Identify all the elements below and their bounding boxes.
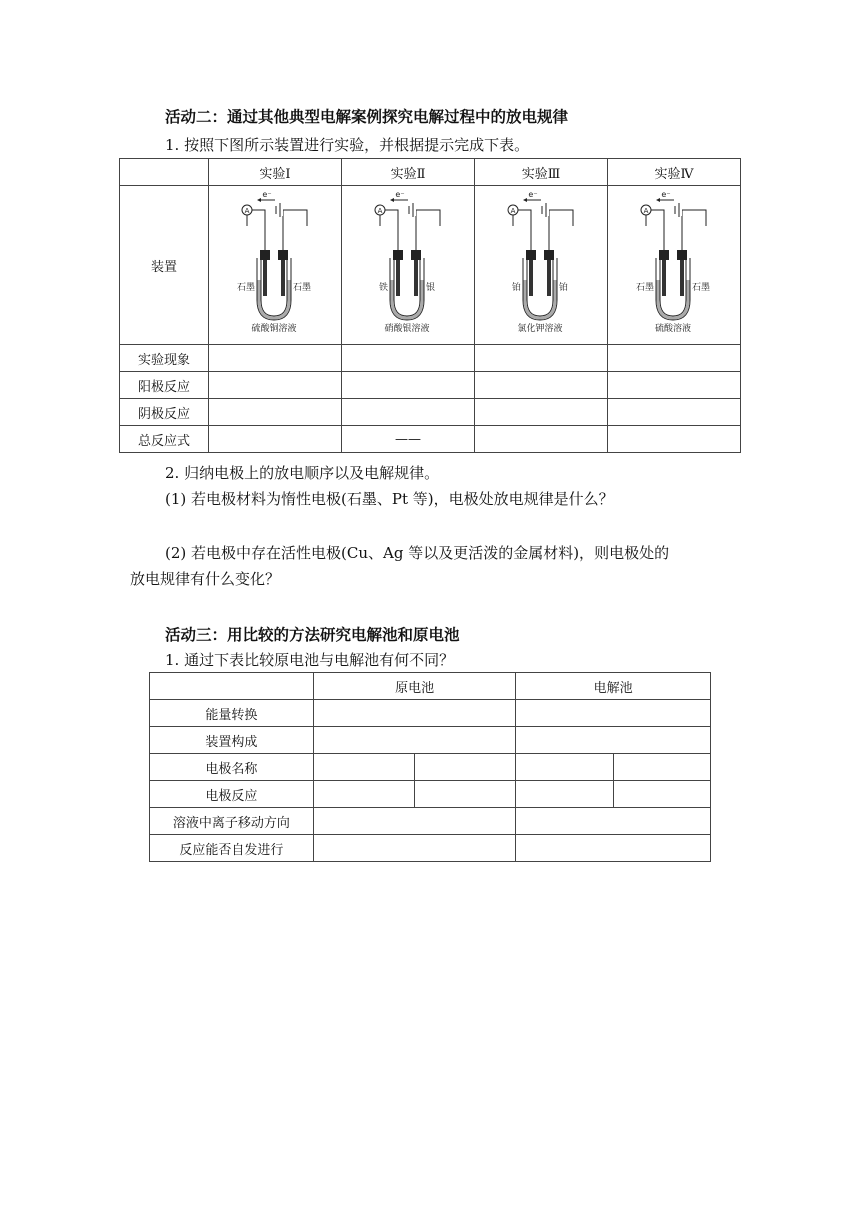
header-electrolytic-cell: 电解池: [516, 673, 711, 700]
row-label: 电极名称: [150, 754, 314, 781]
answer-cell: [516, 835, 711, 862]
electrode-right: [281, 260, 285, 296]
wire-left: [247, 210, 265, 250]
header-exp-3: 实验Ⅲ: [475, 159, 608, 186]
electrode-left-label: 铂: [511, 283, 521, 293]
answer-cell: [516, 700, 711, 727]
activity2-question-2: 2. 归纳电极上的放电顺序以及电解规律。: [165, 464, 440, 482]
answer-cell: [313, 781, 414, 808]
ammeter-label: A: [643, 207, 649, 215]
battery-gap: [406, 204, 416, 216]
answer-cell: [608, 345, 741, 372]
activity3-title: 活动三：用比较的方法研究电解池和原电池: [165, 626, 460, 644]
solution-label: 氯化钾溶液: [517, 324, 563, 334]
ammeter-label: A: [244, 207, 250, 215]
battery-gap: [539, 204, 549, 216]
wire-right: [416, 210, 440, 250]
row-label: 装置构成: [150, 727, 314, 754]
electron-label: e⁻: [661, 190, 671, 199]
answer-cell: [415, 754, 516, 781]
device-label: 装置: [120, 186, 209, 345]
header-galvanic-cell: 原电池: [313, 673, 516, 700]
answer-cell: [608, 399, 741, 426]
solution-label: 硝酸银溶液: [384, 324, 430, 334]
electrode-left-label: 石墨: [236, 283, 255, 293]
row-label: 电极反应: [150, 781, 314, 808]
wire-left: [380, 210, 398, 250]
stopper-left: [526, 250, 536, 260]
answer-cell: [342, 345, 475, 372]
row-label-cathode: 阴极反应: [120, 399, 209, 426]
apparatus-diagram-3: [481, 188, 601, 338]
answer-cell: [475, 399, 608, 426]
device-cell-2: [342, 186, 475, 345]
electrode-left: [263, 260, 267, 296]
row-label-phenomenon: 实验现象: [120, 345, 209, 372]
electron-label: e⁻: [528, 190, 538, 199]
row-label-anode: 阳极反应: [120, 372, 209, 399]
header-blank: [120, 159, 209, 186]
device-cell-1: [209, 186, 342, 345]
activity2-title: 活动二：通过其他典型电解案例探究电解过程中的放电规律: [165, 108, 569, 126]
answer-cell: [608, 426, 741, 453]
electrode-left: [662, 260, 666, 296]
electron-label: e⁻: [262, 190, 272, 199]
answer-cell-dash: ——: [342, 426, 475, 453]
answer-cell: [516, 754, 613, 781]
apparatus-diagram-4: [614, 188, 734, 338]
activity2-question-2-2-cont: 放电规律有什么变化？: [130, 570, 281, 588]
wire-right: [682, 210, 706, 250]
answer-cell: [516, 727, 711, 754]
device-cell-4: [608, 186, 741, 345]
electrode-right-label: 石墨: [293, 283, 312, 293]
electron-label: e⁻: [395, 190, 405, 199]
apparatus-diagram-2: [348, 188, 468, 338]
solution-label: 硫酸溶液: [654, 324, 692, 334]
answer-cell: [313, 835, 516, 862]
row-label: 能量转换: [150, 700, 314, 727]
electrode-right-label: 石墨: [692, 283, 711, 293]
header-exp-2: 实验Ⅱ: [342, 159, 475, 186]
electrode-left-label: 石墨: [635, 283, 654, 293]
header-exp-4: 实验Ⅳ: [608, 159, 741, 186]
activity2-question-2-1: (1) 若电极材料为惰性电极(石墨、Pt 等)，电极处放电规律是什么？: [165, 490, 614, 508]
answer-cell: [313, 727, 516, 754]
electrode-right: [414, 260, 418, 296]
answer-cell: [475, 345, 608, 372]
answer-cell: [613, 781, 710, 808]
row-label: 溶液中离子移动方向: [150, 808, 314, 835]
answer-cell: [613, 754, 710, 781]
answer-cell: [516, 781, 613, 808]
answer-cell: [209, 372, 342, 399]
answer-cell: [608, 372, 741, 399]
activity2-question-2-2: (2) 若电极中存在活性电极(Cu、Ag 等以及更活泼的金属材料)，则电极处的: [165, 544, 670, 562]
wire-right: [549, 210, 573, 250]
answer-cell: [475, 372, 608, 399]
stopper-right: [544, 250, 554, 260]
row-label: 反应能否自发进行: [150, 835, 314, 862]
answer-cell: [313, 808, 516, 835]
electrode-left: [529, 260, 533, 296]
stopper-right: [411, 250, 421, 260]
experiment-table: [119, 158, 741, 453]
electrode-right-label: 铂: [559, 283, 569, 293]
electrode-left: [396, 260, 400, 296]
electron-arrowhead: [523, 198, 527, 202]
electrode-right: [547, 260, 551, 296]
battery-gap: [672, 204, 682, 216]
answer-cell: [342, 372, 475, 399]
answer-cell: [209, 399, 342, 426]
stopper-left: [393, 250, 403, 260]
stopper-right: [278, 250, 288, 260]
electrode-left-label: 铁: [378, 283, 388, 293]
ammeter-label: A: [377, 207, 383, 215]
electron-arrowhead: [390, 198, 394, 202]
battery-gap: [273, 204, 283, 216]
device-cell-3: [475, 186, 608, 345]
answer-cell: [209, 426, 342, 453]
row-label-total: 总反应式: [120, 426, 209, 453]
wire-left: [513, 210, 531, 250]
stopper-left: [659, 250, 669, 260]
answer-cell: [209, 345, 342, 372]
answer-cell: [516, 808, 711, 835]
answer-cell: [415, 781, 516, 808]
apparatus-diagram-1: [215, 188, 335, 338]
answer-cell: [475, 426, 608, 453]
stopper-right: [677, 250, 687, 260]
answer-cell: [313, 700, 516, 727]
answer-cell: [342, 399, 475, 426]
electrode-right-label: 银: [426, 283, 436, 293]
electron-arrowhead: [656, 198, 660, 202]
activity3-question-1: 1. 通过下表比较原电池与电解池有何不同？: [165, 651, 455, 669]
electrode-right: [680, 260, 684, 296]
ammeter-label: A: [510, 207, 516, 215]
wire-right: [283, 210, 307, 250]
electron-arrowhead: [257, 198, 261, 202]
header-blank: [150, 673, 314, 700]
wire-left: [646, 210, 664, 250]
header-exp-1: 实验Ⅰ: [209, 159, 342, 186]
answer-cell: [313, 754, 414, 781]
stopper-left: [260, 250, 270, 260]
comparison-table: [149, 672, 711, 862]
solution-label: 硫酸铜溶液: [251, 324, 297, 334]
activity2-question-1: 1. 按照下图所示装置进行实验，并根据提示完成下表。: [165, 136, 530, 154]
